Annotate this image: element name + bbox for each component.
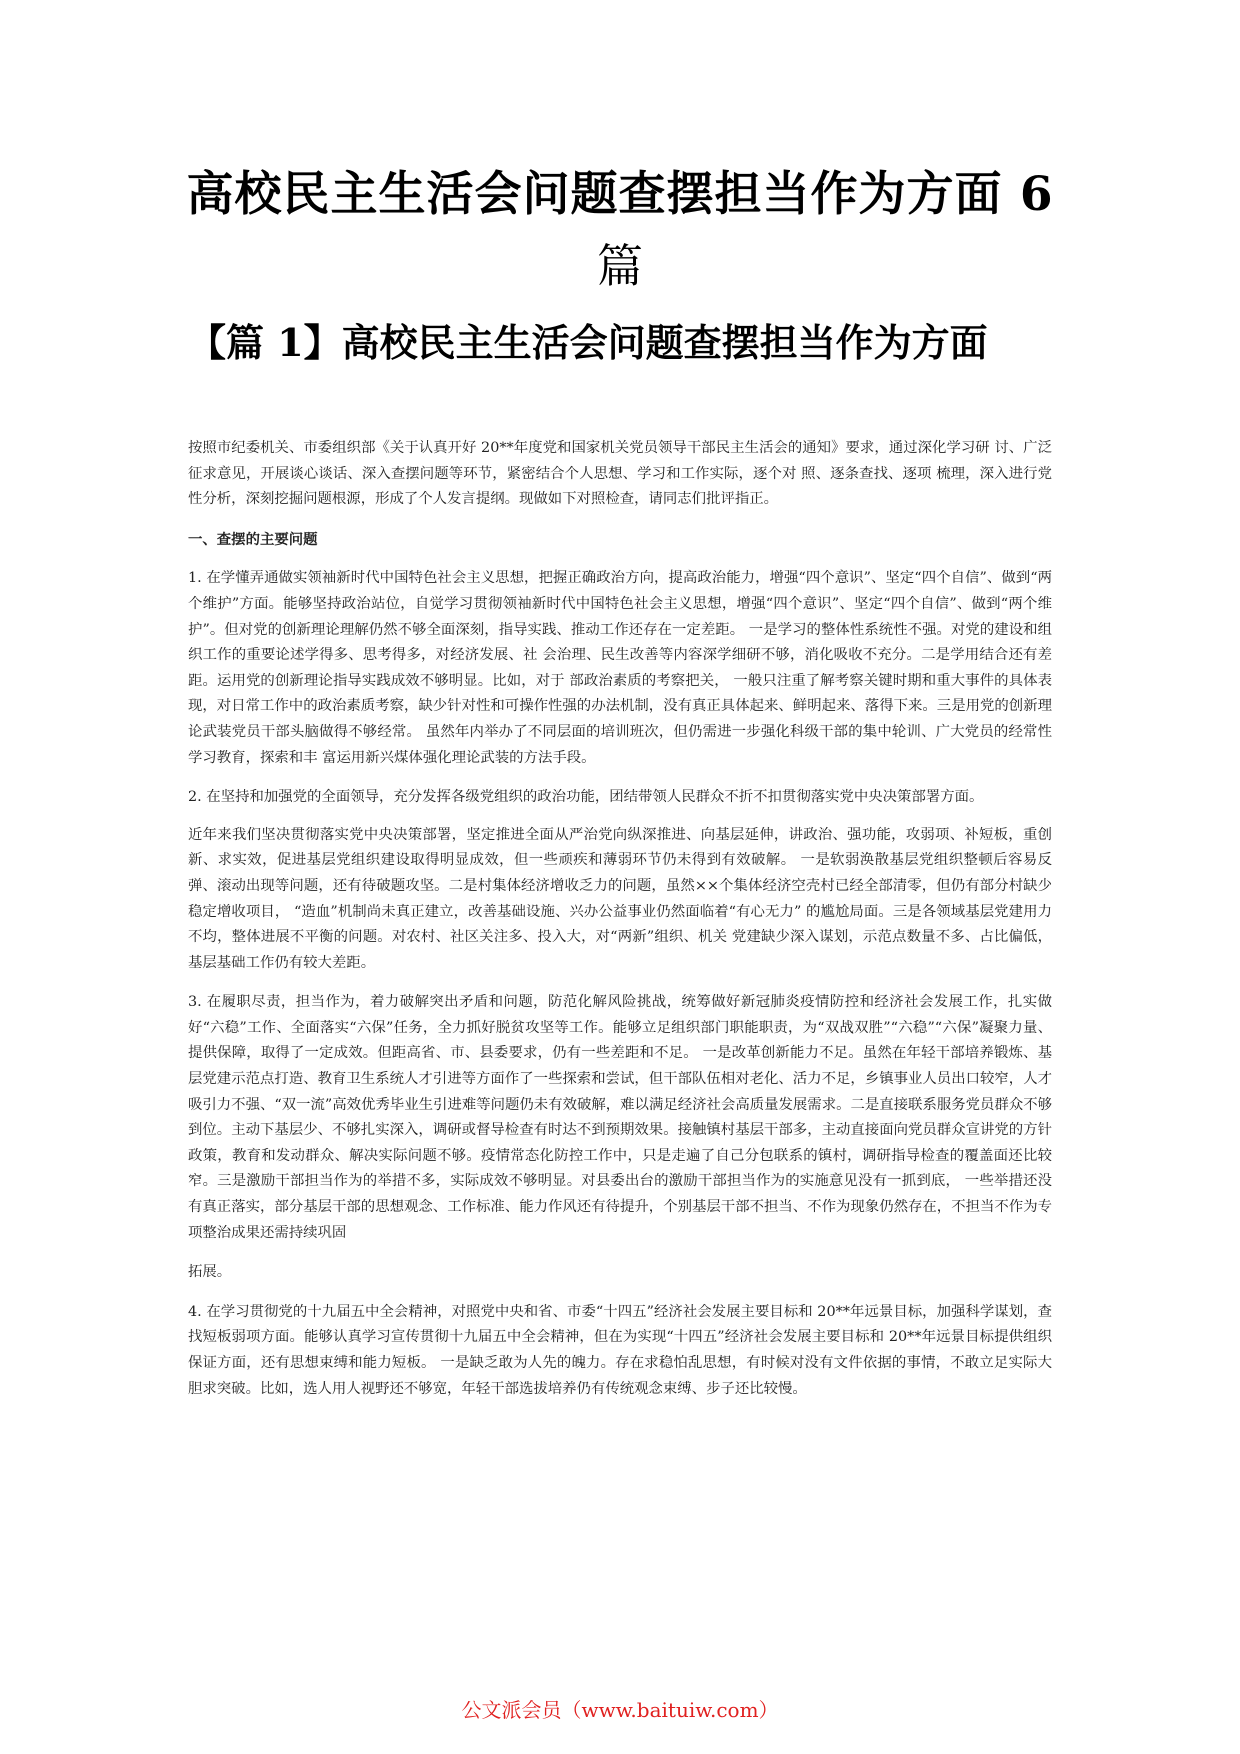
item-3-paragraph: 3. 在履职尽责，担当作为，着力破解突出矛盾和问题，防范化解风险挑战，统筹做好新冠肺炎疫情防控和经济社会发展工作，扎实做好“六稳”工作、全面落实“六保”任务，全力抓好脱贫攻坚等工作。能够立足组织部门职能职责，为“双战双胜”“六稳”“六保”凝聚力量、提供保障，取得了一定成效。但距高省、市、县委要求，仍有一些差距和不足。 一是改革创新能力不足。虽然在年轻干部培养锻炼、基层党建示范点打造、教育卫生系统人才引进等方面作了一些探索和尝试，但干部队伍相对老化、活力不足，乡镇事业人员出口较窄，人才吸引力不强、“双一流”高效优秀毕业生引进难等问题仍未有效破解，难以满足经济社会高质量发展需求。二是直接联系服务党员群众不够到位。主动下基层少、不够扎实深入，调研或督导检查有时达不到预期效果。接触镇村基层干部多，主动直接面向党员群众宣讲党的方针政策，教育和发动群众、解决实际问题不够。疫情常态化防控工作中，只是走遍了自己分包联系的镇村，调研指导检查的覆盖面还比较窄。三是激励干部担当作为的举措不多，实际成效不够明显。对县委出台的激励干部担当作为的实施意见没有一抓到底， 一些举措还没有真正落实，部分基层干部的思想观念、工作标准、能力作风还有待提升，个别基层干部不担当、不作为现象仍然存在，不担当不作为专项整治成果还需持续巩固	[188, 994, 1052, 1241]
item-1-paragraph: 1. 在学懂弄通做实领袖新时代中国特色社会主义思想，把握正确政治方向，提高政治能力，增强“四个意识”、坚定“四个自信”、做到“两个维护”方面。能够坚持政治站位，自觉学习贯彻领袖新时代中国特色社会主义思想，增强“四个意识”、坚定“四个自信”、做到“两个维护”。但对党的创新理论理解仍然不够全面深刻，指导实践、推动工作还存在一定差距。 一是学习的整体性系统性不强。对党的建设和组织工作的重要论述学得多、思考得多，对经济发展、社 会治理、民生改善等内容深学细研不够，消化吸收不充分。二是学用结合还有差距。运用党的创新理论指导实践成效不够明显。比如，对于 部政治素质的考察把关， 一般只注重了解考察关键时期和重大事件的具体表现，对日常工作中的政治素质考察，缺少针对性和可操作性强的办法机制，没有真正具体起来、鲜明起来、落得下来。三是用党的创新理论武装党员干部头脑做得不够经常。 虽然年内举办了不同层面的培训班次，但仍需进一步强化科级干部的集中轮训、广大党员的经常性学习教育，探索和丰 富运用新兴煤体强化理论武装的方法手段。	[188, 570, 1052, 766]
document-title-continuation: 篇	[597, 239, 643, 293]
item-3-tail-paragraph: 拓展。	[188, 1264, 232, 1281]
section-title: 【篇 1】高校民主生活会问题查摆担当作为方面	[188, 320, 988, 365]
item-2-body-paragraph: 近年来我们坚决贯彻落实党中央决策部署，坚定推进全面从严治党向纵深推进、向基层延伸，讲政治、强功能，攻弱项、补短板，重创新、求实效，促进基层党组织建设取得明显成效，但一些顽疾和薄弱环节仍未得到有效破解。 一是软弱涣散基层党组织整顿后容易反弹、滚动出现等问题，还有待破题攻坚。二是村集体经济增收乏力的问题，虽然××个集体经济空壳村已经全部清零，但仍有部分村缺少稳定增收项目， “造血”机制尚未真正建立，改善基础设施、兴办公益事业仍然面临着“有心无力” 的尴尬局面。三是各领域基层党建用力不均，整体进展不平衡的问题。对农村、社区关注多、投入大，对“两新”组织、机关 党建缺少深入谋划，示范点数量不多、占比偏低，基层基础工作仍有较大差距。	[188, 826, 1052, 971]
item-4-paragraph: 4. 在学习贯彻党的十九届五中全会精神，对照党中央和省、市委“十四五”经济社会发展主要目标和 20**年远景目标，加强科学谋划，查找短板弱项方面。能够认真学习宣传贯彻十九届五中全会精神，但在为实现“十四五”经济社会发展主要目标和 20**年远景目标提供组织保证方面，还有思想束缚和能力短板。 一是缺乏敢为人先的魄力。存在求稳怕乱思想，有时候对没有文件依据的事情，不敢立足实际大胆求突破。比如，选人用人视野还不够宽，年轻干部选拔培养仍有传统观念束缚、步子还比较慢。	[188, 1303, 1052, 1397]
document-title: 高校民主生活会问题查摆担当作为方面 6	[186, 167, 1054, 222]
item-2-paragraph: 2. 在坚持和加强党的全面领导，充分发挥各级党组织的政治功能，团结带领人民群众不折不扣贯彻落实党中央决策部署方面。	[188, 789, 984, 806]
footer-watermark-link[interactable]: 公文派会员（www.baituiw.com）	[461, 1698, 779, 1722]
document-body	[188, 436, 1052, 1416]
intro-paragraph: 按照市纪委机关、市委组织部《关于认真开好 20**年度党和国家机关党员领导干部民主生活会的通知》要求，通过深化学习研 讨、广泛征求意见，开展谈心谈话、深入查摆问题等环节，紧密结合个人思想、学习和工作实际，逐个对 照、逐条查找、逐项 梳理，深入进行党性分析，深刻挖掘问题根源，形成了个人发言提纲。现做如下对照检查，请同志们批评指正。	[188, 440, 1052, 508]
section-heading: 一、查摆的主要问题	[188, 530, 318, 548]
